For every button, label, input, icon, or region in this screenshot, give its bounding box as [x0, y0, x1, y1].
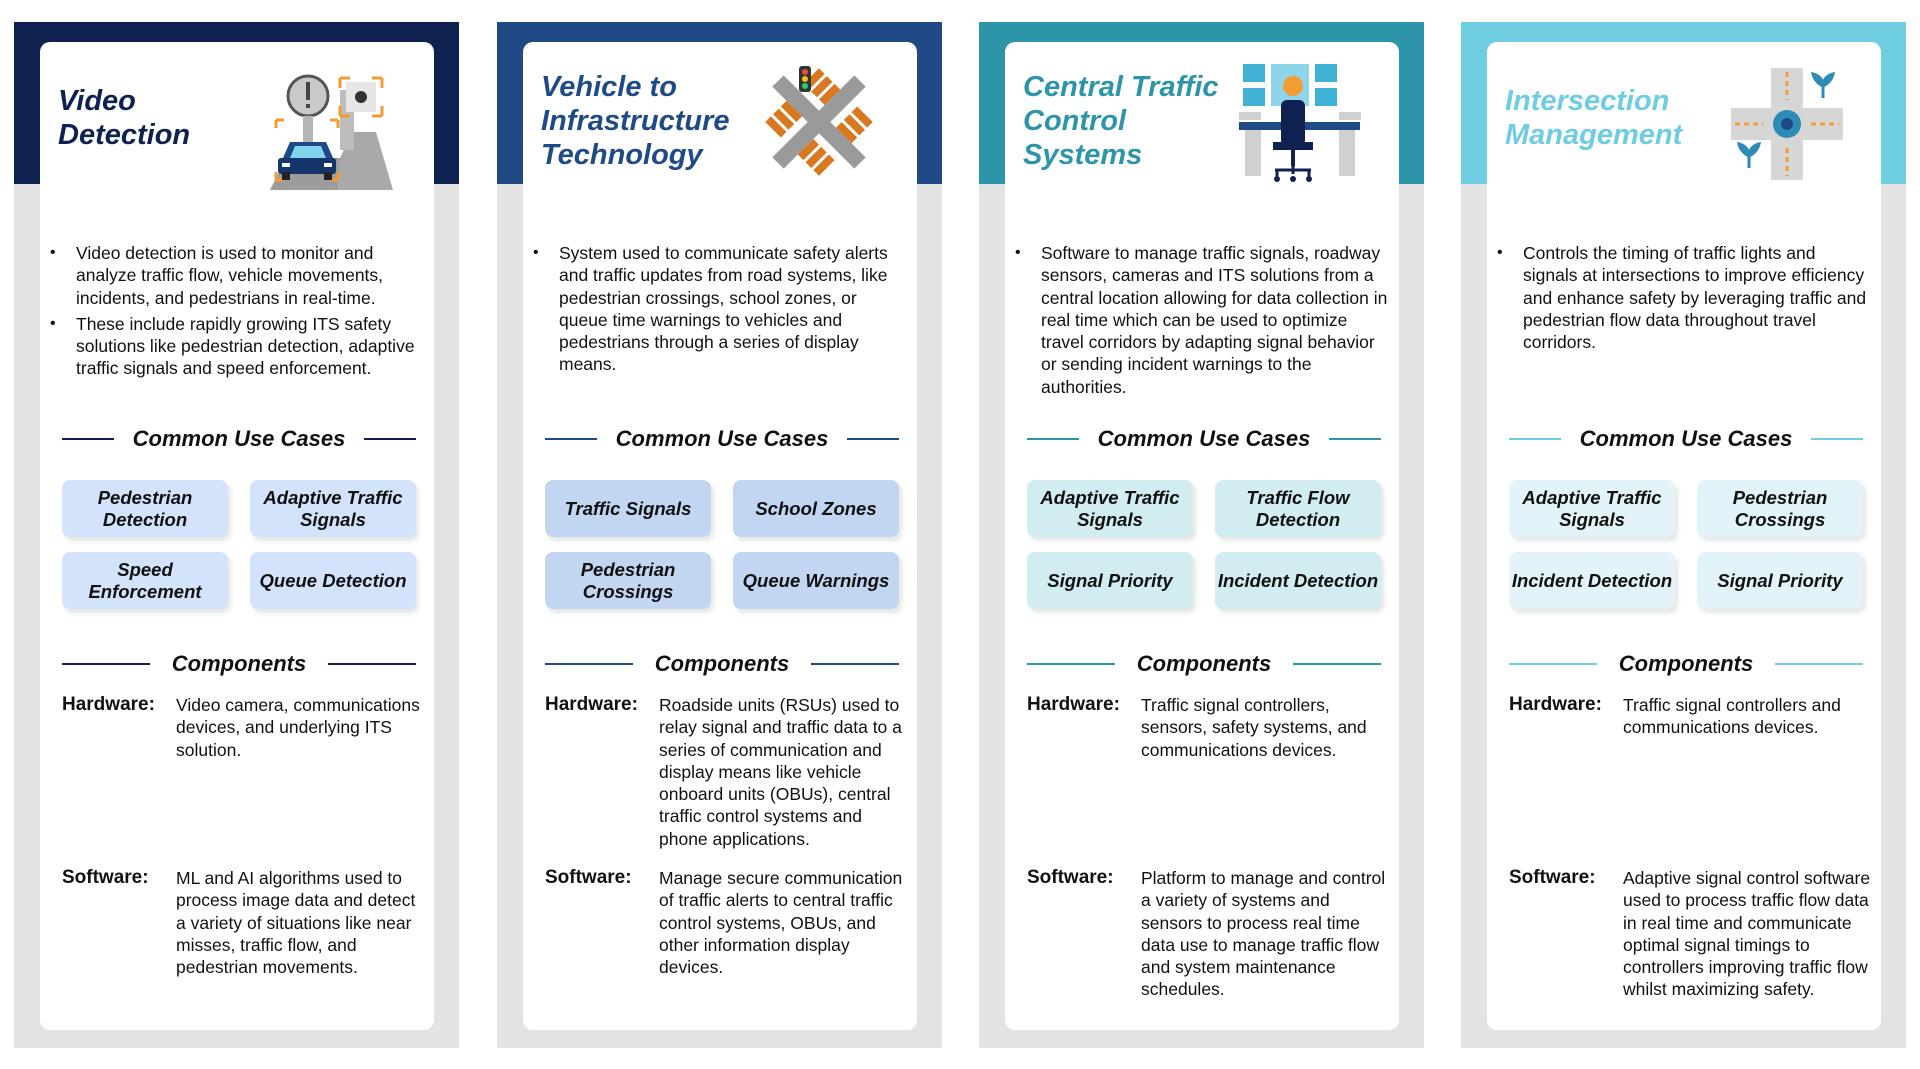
description-list — [48, 242, 424, 384]
description-list — [1013, 242, 1389, 402]
card — [40, 42, 434, 1030]
use-cases-heading-text: Common Use Cases — [132, 426, 346, 451]
crosswalk-icon — [759, 62, 879, 182]
use-case-pill: Pedestrian Detection — [62, 480, 228, 537]
card-title: Intersection Management — [1505, 85, 1683, 151]
use-case-pill: Queue Detection — [250, 552, 416, 609]
hardware-text: Traffic signal controllers and communications devices. — [1623, 695, 1841, 738]
description-list — [531, 242, 907, 380]
components-heading-text: Components — [171, 651, 307, 676]
use-case-pill: Pedestrian Crossings — [1697, 480, 1863, 537]
column-central-traffic-control — [979, 22, 1424, 1048]
components-heading — [545, 649, 899, 679]
components-heading-text: Components — [1618, 651, 1754, 676]
column-intersection-management — [1461, 22, 1906, 1048]
components-heading — [62, 649, 416, 679]
hardware-label: Hardware: — [1027, 694, 1120, 715]
use-case-pill: School Zones — [733, 480, 899, 537]
software-label: Software: — [1509, 867, 1596, 888]
software-text: Manage secure communication of traffic alerts to central traffic control systems, OBUs, and other information display devices. — [659, 868, 903, 978]
description-item: • Controls the timing of traffic lights and signals at intersections to improve efficiency and enhance safety by leveraging traffic and pedestrian flow data throughout travel corridors. — [1495, 242, 1871, 353]
card — [1005, 42, 1399, 1030]
hardware-label: Hardware: — [545, 694, 638, 715]
software-label: Software: — [545, 867, 632, 888]
use-cases-heading-text: Common Use Cases — [1097, 426, 1311, 451]
use-case-pill: Speed Enforcement — [62, 552, 228, 609]
use-cases-heading — [545, 424, 899, 454]
use-case-pill: Incident Detection — [1215, 552, 1381, 609]
card — [523, 42, 917, 1030]
camera-car-icon — [268, 60, 393, 190]
hardware-text: Roadside units (RSUs) used to relay signal and traffic data to a series of communication and display means like vehicle onboard units (OBUs), central traffic control systems and phone applications. — [659, 695, 902, 849]
use-case-pill: Traffic Flow Detection — [1215, 480, 1381, 537]
card — [1487, 42, 1881, 1030]
intersection-icon — [1731, 68, 1843, 180]
description-item: • Video detection is used to monitor and analyze traffic flow, vehicle movements, incidents, and pedestrians in real-time. — [48, 242, 424, 309]
use-case-pill: Traffic Signals — [545, 480, 711, 537]
components-heading — [1509, 649, 1863, 679]
card-title: Vehicle to Infrastructure Technology — [541, 71, 730, 171]
card-title: Central Traffic Control Systems — [1023, 71, 1219, 171]
description-list — [1495, 242, 1871, 357]
software-label: Software: — [1027, 867, 1114, 888]
software-text: ML and AI algorithms used to process image data and detect a variety of situations like near misses, traffic flow, and pedestrian movements. — [176, 868, 416, 978]
use-cases-heading-text: Common Use Cases — [615, 426, 829, 451]
column-v2i-technology — [497, 22, 942, 1048]
use-case-pill: Adaptive Traffic Signals — [1509, 480, 1675, 537]
hardware-text: Traffic signal controllers, sensors, safety systems, and communications devices. — [1141, 695, 1367, 760]
components-heading — [1027, 649, 1381, 679]
description-item: • System used to communicate safety alerts and traffic updates from road systems, like pedestrian crossings, school zones, or queue time warnings to vehicles and pedestrians through a series of display means. — [531, 242, 907, 376]
use-case-pill: Incident Detection — [1509, 552, 1675, 609]
hardware-label: Hardware: — [1509, 694, 1602, 715]
hardware-label: Hardware: — [62, 694, 155, 715]
description-item: • Software to manage traffic signals, roadway sensors, cameras and ITS solutions from a central location allowing for data collection in real time which can be used to optimize travel corridors by adapting signal behavior or sending incident warnings to the authorities. — [1013, 242, 1389, 398]
software-text: Platform to manage and control a variety of systems and sensors to process real time data use to manage traffic flow and system maintenance schedules. — [1141, 868, 1386, 1000]
use-case-pill: Queue Warnings — [733, 552, 899, 609]
card-title: Video Detection — [58, 85, 191, 151]
components-heading-text: Components — [1136, 651, 1272, 676]
use-case-pill: Adaptive Traffic Signals — [1027, 480, 1193, 537]
software-text: Adaptive signal control software used to process traffic flow data in real time and communicate optimal signal timings to controllers improving traffic flow whilst maximizing safety. — [1623, 868, 1871, 1000]
software-label: Software: — [62, 867, 149, 888]
components-heading-text: Components — [654, 651, 790, 676]
use-cases-heading — [1509, 424, 1863, 454]
use-cases-heading — [62, 424, 416, 454]
description-item: • These include rapidly growing ITS safety solutions like pedestrian detection, adaptive traffic signals and speed enforcement. — [48, 313, 424, 380]
use-cases-heading — [1027, 424, 1381, 454]
control-room-icon — [1237, 64, 1362, 184]
use-case-pill: Signal Priority — [1697, 552, 1863, 609]
hardware-text: Video camera, communications devices, and underlying ITS solution. — [176, 695, 420, 760]
use-case-pill: Adaptive Traffic Signals — [250, 480, 416, 537]
use-cases-heading-text: Common Use Cases — [1579, 426, 1793, 451]
use-case-pill: Signal Priority — [1027, 552, 1193, 609]
column-video-detection — [14, 22, 459, 1048]
use-case-pill: Pedestrian Crossings — [545, 552, 711, 609]
